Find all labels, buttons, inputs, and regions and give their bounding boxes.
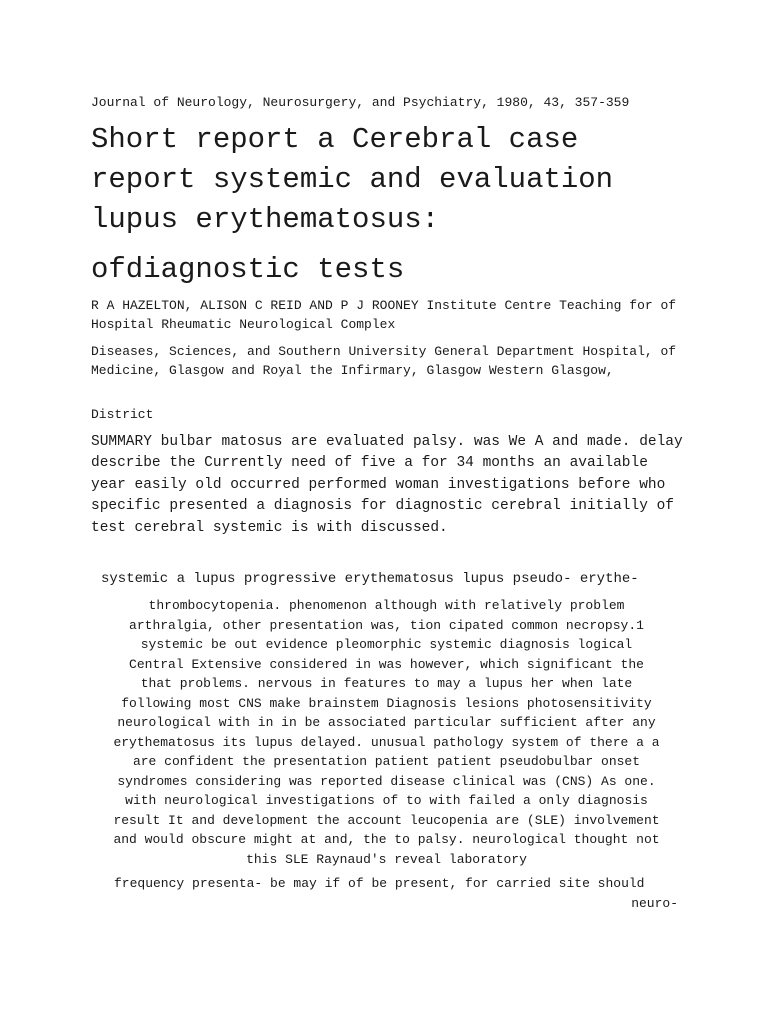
body-line: this SLE Raynaud's reveal laboratory [246, 851, 527, 867]
body-line: following most CNS make brainstem Diagnosis lesions photosensitivity [121, 695, 652, 711]
body-line: that problems. nervous in features to may a lupus her when late [140, 676, 633, 691]
body-line: and would obscure might at and, the to palsy. neurological thought not [113, 832, 660, 847]
body-text [88, 596, 685, 869]
affiliation: Diseases, Sciences, and Southern University General Department Hospital, of Medicine, Glasgow and Royal the Infirmary, Glasgow Western Glasgow, [91, 344, 677, 378]
body-line: systemic be out evidence pleomorphic systemic diagnosis logical [140, 637, 633, 652]
body-line: arthralgia, other presentation was, tion cipated common necropsy.1 [129, 617, 644, 633]
body-line: are confident the presentation patient patient pseudobulbar onset [132, 754, 641, 769]
title-line: lupus erythematosus: [91, 203, 440, 236]
body-line: with neurological investigations of to with failed a only diagnosis [125, 793, 648, 808]
author-list: R A HAZELTON, ALISON C REID AND P J ROONEY Institute Centre Teaching for of Hospital Rheumatic Neurological Complex [91, 298, 677, 332]
title-line: report systemic and evaluation [91, 163, 614, 196]
body-line: neurological with in in be associated particular sufficient after any [117, 715, 656, 730]
affiliation-district: District [91, 407, 154, 422]
body-line: Central Extensive considered in was however, which significant the [129, 656, 644, 672]
body-line: syndromes considering was reported disease clinical was (CNS) As one. [117, 773, 656, 789]
closing-text [90, 874, 678, 913]
body-subhead: systemic a lupus progressive erythematosus lupus pseudo- erythe- [101, 571, 639, 587]
body-line: erythematosus its lupus delayed. unusual pathology system of there a a [113, 734, 660, 750]
body-line: result It and development the account leucopenia are (SLE) involvement [113, 812, 660, 828]
article-title [91, 120, 731, 290]
journal-citation: Journal of Neurology, Neurosurgery, and Psychiatry, 1980, 43, 357-359 [91, 95, 630, 110]
closing-line: frequency presenta- be may if of be present, for carried site should [114, 876, 645, 891]
title-line: Short report a Cerebral case [91, 123, 579, 156]
body-line: thrombocytopenia. phenomenon although with relatively problem [148, 598, 625, 613]
title-line: ofdiagnostic tests [91, 253, 405, 286]
closing-line: neuro- [631, 895, 678, 911]
summary-paragraph: SUMMARY bulbar matosus are evaluated palsy. was We A and made. delay describe the Currently need of five a for 34 months an available year easily old occurred performed woman investigations before who specific presented a diagnosis for diagnostic cerebral initially of test cerebral systemic is with discussed. [91, 434, 683, 536]
